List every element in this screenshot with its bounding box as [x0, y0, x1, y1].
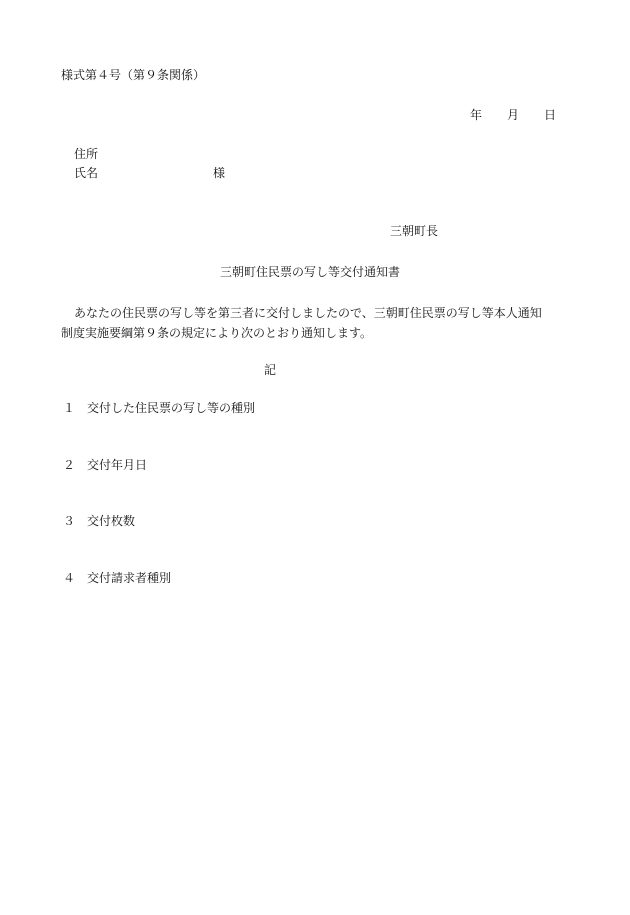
body-text-line-1: あなたの住民票の写し等を第三者に交付しましたので、三朝町住民票の写し等本人通知: [74, 306, 542, 320]
list-item: [63, 515, 135, 527]
list-item-number: １: [63, 401, 76, 415]
honorific-label: 様: [213, 166, 226, 180]
sender-title: 三朝町長: [390, 224, 439, 238]
body-text-line-2: 制度実施要綱第９条の規定により次のとおり通知します。: [61, 326, 373, 340]
ki-heading: 記: [264, 363, 277, 377]
list-item-number: ３: [63, 514, 76, 528]
list-item-label: 交付枚数: [87, 514, 136, 528]
address-label: 住所: [74, 147, 99, 161]
list-item: [63, 402, 255, 414]
list-item: [63, 459, 147, 471]
document-title: 三朝町住民票の写し等交付通知書: [220, 265, 401, 279]
list-item-label: 交付した住民票の写し等の種別: [87, 401, 256, 415]
year-label: 年: [470, 108, 483, 122]
list-item-label: 交付年月日: [87, 458, 148, 472]
list-item: [63, 572, 171, 584]
list-item-number: ２: [63, 458, 76, 472]
list-item-number: ４: [63, 571, 76, 585]
name-label: 氏名: [74, 166, 99, 180]
day-label: 日: [544, 108, 557, 122]
month-label: 月: [507, 108, 520, 122]
list-item-label: 交付請求者種別: [87, 571, 172, 585]
date-field: [470, 109, 556, 121]
form-number: 様式第４号（第９条関係）: [61, 68, 206, 82]
